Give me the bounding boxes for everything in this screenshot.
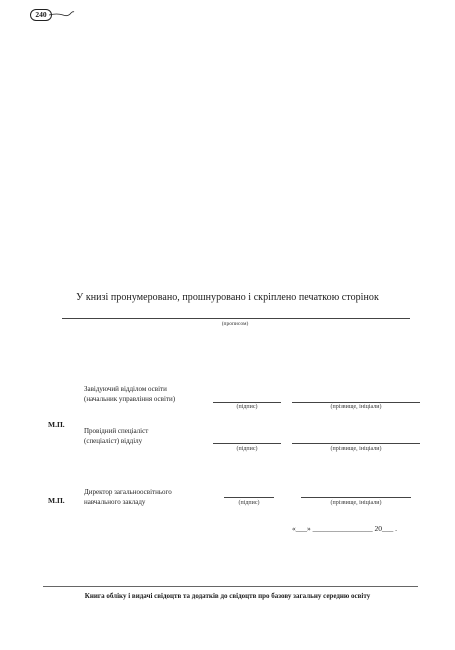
signatory-2-name-caption: (прізвище, ініціали) [330,446,382,452]
signatory-3-signature-line [224,497,274,498]
page-count-statement: У книзі пронумеровано, прошнуровано і скріплено печаткою сторінок [76,292,379,303]
date-line: «___» ________________ 20___ . [292,524,397,533]
signatory-1-title-line1: Завідуючий відділом освіти [84,385,167,393]
signatory-2-title [84,426,224,446]
signatory-3-signature-caption: (підпис) [238,500,260,506]
footer-book-title: Книга обліку і видачі свідоцтв та додатків до свідоцтв про базову загальну середню освіту [84,592,371,600]
signatory-2-name-line [292,443,420,444]
signatory-3-title [84,487,224,507]
signatory-3-title-line2: навчального закладу [84,498,146,506]
footer-separator [43,586,418,587]
signatory-2-signature-line [213,443,281,444]
signatory-1-title-line2: (начальник управління освіти) [84,395,176,403]
page-count-line [62,318,410,319]
page-number-badge: 240 [30,9,52,21]
stamp-placeholder-2: М.П. [48,496,65,505]
signatory-2-signature-caption: (підпис) [236,446,258,452]
signatory-2-title-line2: (спеціаліст) відділу [84,437,143,445]
signatory-2-title-line1: Провідний спеціаліст [84,427,149,435]
page-number-flourish-icon [49,9,75,19]
stamp-placeholder-1: М.П. [48,420,65,429]
signatory-3-title-line1: Директор загальноосвітнього [84,488,172,496]
signatory-1-name-caption: (прізвище, ініціали) [330,404,382,410]
signatory-1-signature-line [213,402,281,403]
signatory-1-signature-caption: (підпис) [236,404,258,410]
signatory-1-name-line [292,402,420,403]
written-in-words-caption: (прописом) [221,321,249,327]
signatory-1-title [84,384,224,404]
signatory-3-name-line [301,497,411,498]
signatory-3-name-caption: (прізвище, ініціали) [330,500,382,506]
